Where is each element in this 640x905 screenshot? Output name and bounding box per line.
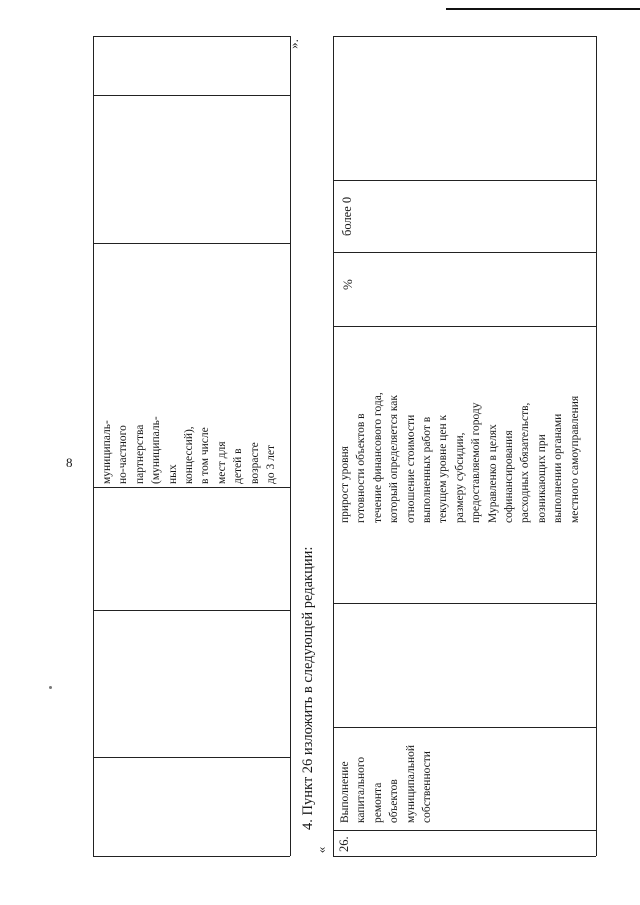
row-name: Выполнение капитального ремонта объектов муниципальной собственности xyxy=(339,744,434,823)
row-indicator: прирост уровня готовности объектов в течение финансового года, который определяется как отношение стоимости выполненных работ в текущем уровне цен к размеру субсидии, предоставляемой городу Муравленко в целях софинансирования расходных обязательств, возникающих при выполнении органами местного самоуправления xyxy=(339,392,581,523)
section-heading: 4. Пункт 26 изложить в следующей редакции: xyxy=(300,546,316,830)
closing-quote: ». xyxy=(285,39,301,49)
opening-quote: « xyxy=(313,846,329,854)
row-unit: % xyxy=(340,279,355,290)
upper-table-cell-text: муниципаль- но-частного партнерства (муниципаль- ных концессий), в том числе мест для детей в возрасте до 3 лет xyxy=(101,416,278,484)
top-rule xyxy=(446,8,640,10)
row-value: более 0 xyxy=(340,196,354,236)
page-number: 8 xyxy=(66,455,73,470)
row-number: 26. xyxy=(337,836,351,852)
scan-speck xyxy=(49,686,52,689)
